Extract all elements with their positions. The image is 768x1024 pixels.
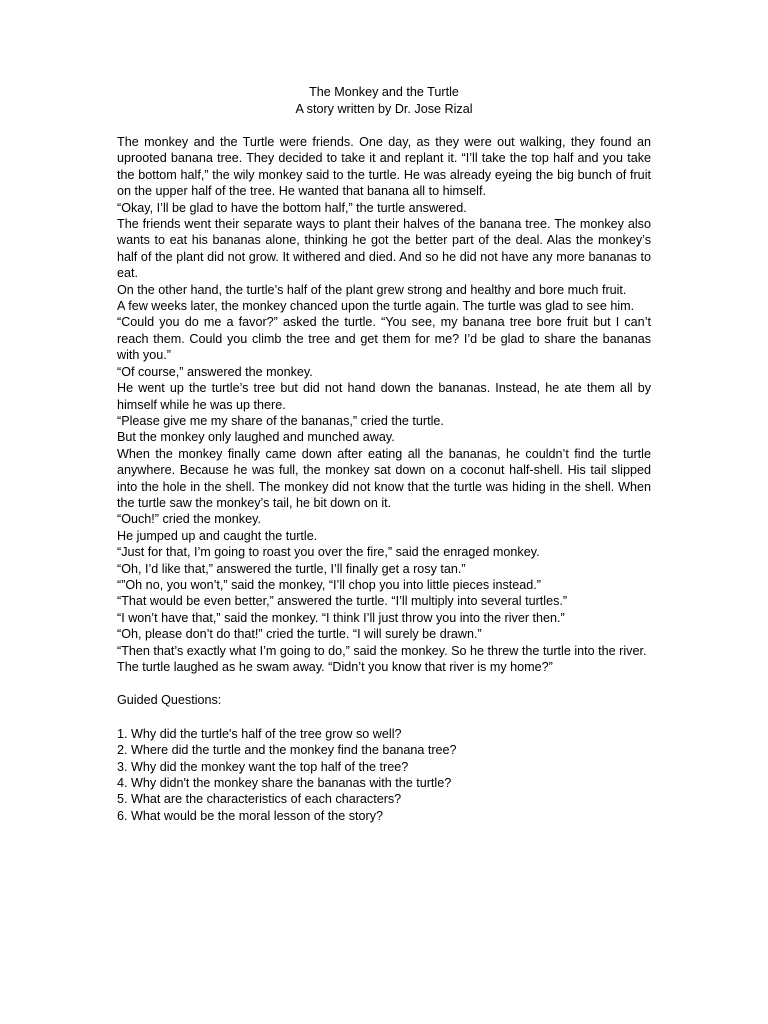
document-page <box>117 84 651 824</box>
story-paragraph: “Then that’s exactly what I’m going to do,” said the monkey. So he threw the turtle into the river. <box>117 643 647 658</box>
document-subtitle: A story written by Dr. Jose Rizal <box>295 102 473 116</box>
question-item: 3. Why did the monkey want the top half of the tree? <box>117 759 409 774</box>
story-paragraph: “Okay, I’ll be glad to have the bottom half,” the turtle answered. <box>117 200 467 215</box>
story-paragraph: “”Oh no, you won’t,” said the monkey, “I’ll chop you into little pieces instead.” <box>117 577 541 592</box>
title-block <box>117 84 651 118</box>
questions-list <box>117 726 651 824</box>
question-item: 6. What would be the moral lesson of the story? <box>117 808 384 823</box>
story-paragraph: He jumped up and caught the turtle. <box>117 528 318 543</box>
story-body <box>117 134 651 675</box>
story-paragraph: “Oh, please don’t do that!” cried the turtle. “I will surely be drawn.” <box>117 627 482 642</box>
questions-heading: Guided Questions: <box>117 693 222 708</box>
story-paragraph: “Just for that, I’m going to roast you over the fire,” said the enraged monkey. <box>117 545 540 560</box>
story-paragraph: “Oh, I’d like that,” answered the turtle, I’ll finally get a rosy tan.” <box>117 561 466 576</box>
story-paragraph: “Please give me my share of the bananas,” cried the turtle. <box>117 413 444 428</box>
document-title: The Monkey and the Turtle <box>309 85 459 99</box>
story-paragraph: But the monkey only laughed and munched away. <box>117 430 395 445</box>
story-paragraph: On the other hand, the turtle’s half of the plant grew strong and healthy and bore much fruit. <box>117 282 627 297</box>
story-paragraph: “Of course,” answered the monkey. <box>117 364 313 379</box>
question-item: 1. Why did the turtle's half of the tree grow so well? <box>117 726 402 741</box>
story-paragraph: The monkey and the Turtle were friends. One day, as they were out walking, they found an uprooted banana tree. They decided to take it and replant it. “I’ll take the top half and you take the bottom half,” the wily monkey said to the turtle. He was already eyeing the big bunch of fruit on the upper half of the tree. He wanted that banana all to himself. <box>117 135 651 199</box>
story-paragraph: When the monkey finally came down after eating all the bananas, he couldn’t find the turtle anywhere. Because he was full, the monkey sat down on a coconut half-shell. His tail slipped into the hole in the shell. The monkey did not know that the turtle was hiding in the shell. When the turtle saw the monkey’s tail, he bit down on it. <box>117 446 651 510</box>
story-paragraph: A few weeks later, the monkey chanced upon the turtle again. The turtle was glad to see him. <box>117 299 635 314</box>
story-paragraph: “Could you do me a favor?” asked the turtle. “You see, my banana tree bore fruit but I can’t reach them. Could you climb the tree and get them for me? I’d be glad to share the bananas with you.” <box>117 315 651 363</box>
question-item: 2. Where did the turtle and the monkey find the banana tree? <box>117 743 457 758</box>
story-paragraph: The friends went their separate ways to plant their halves of the banana tree. The monkey also wants to eat his bananas alone, thinking he got the better part of the deal. Alas the monkey’s half of the plant did not grow. It withered and died. And so he did not have any more bananas to eat. <box>117 217 651 281</box>
story-paragraph: “That would be even better,” answered the turtle. “I’ll multiply into several turtles.” <box>117 594 568 609</box>
story-paragraph: “Ouch!” cried the monkey. <box>117 512 261 527</box>
story-paragraph: He went up the turtle’s tree but did not hand down the bananas. Instead, he ate them all by himself while he was up there. <box>117 381 651 412</box>
story-paragraph: “I won’t have that,” said the monkey. “I think I’ll just throw you into the river then.” <box>117 610 565 625</box>
story-paragraph: The turtle laughed as he swam away. “Didn’t you know that river is my home?” <box>117 660 553 674</box>
question-item: 4. Why didn't the monkey share the bananas with the turtle? <box>117 776 452 791</box>
question-item: 5. What are the characteristics of each characters? <box>117 792 402 807</box>
